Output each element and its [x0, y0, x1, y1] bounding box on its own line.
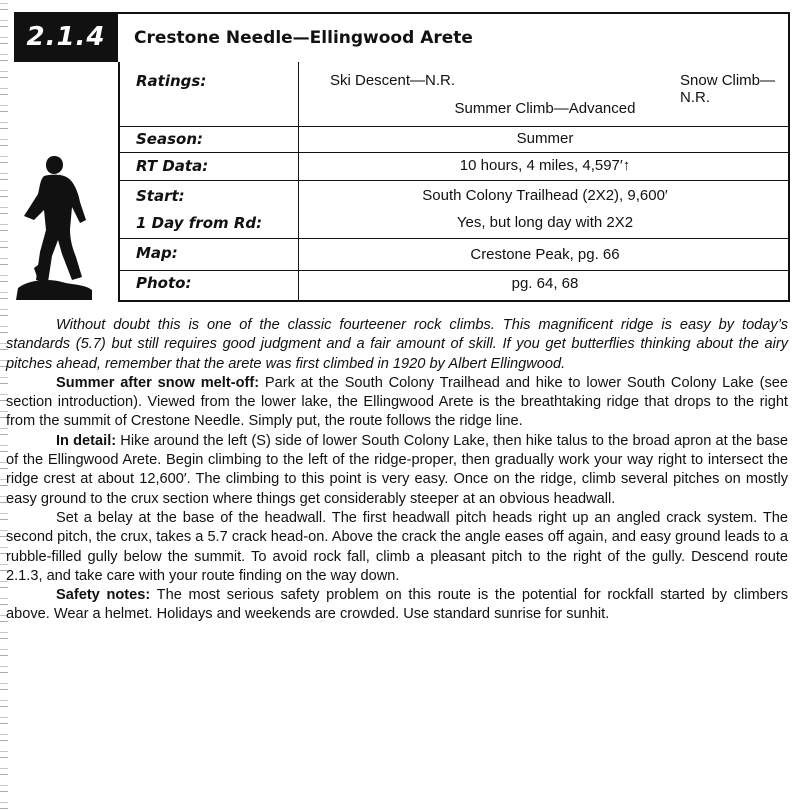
ski-descent-rating: Ski Descent—N.R.	[330, 72, 456, 89]
summer-climb-rating: Summer Climb—Advanced	[454, 100, 636, 117]
row-rule	[120, 238, 788, 239]
route-description	[6, 316, 788, 625]
row-rule	[120, 126, 788, 127]
row-rule	[120, 180, 788, 181]
route-number: 2.1.4	[14, 12, 118, 62]
ratings-label: Ratings:	[136, 72, 207, 90]
row-rule	[120, 270, 788, 271]
intro-paragraph	[6, 316, 788, 374]
photo-value: pg. 64, 68	[511, 275, 579, 292]
season-row	[120, 128, 788, 152]
photo-row	[120, 272, 788, 300]
safety-heading: Safety notes:	[56, 587, 151, 604]
rt-data-value: 10 hours, 4 miles, 4,597′↑	[459, 157, 631, 174]
ratings-values	[300, 62, 790, 126]
route-title-text: Crestone Needle—Ellingwood Arete	[134, 28, 473, 48]
one-day-value: Yes, but long day with 2X2	[456, 214, 634, 231]
season-value: Summer	[516, 130, 574, 147]
summer-heading: Summer after snow melt-off:	[56, 374, 260, 391]
map-label: Map:	[136, 244, 178, 262]
safety-paragraph	[6, 586, 788, 625]
map-value: Crestone Peak, pg. 66	[470, 246, 620, 263]
summer-text: Park at the South Colony Trailhead and hike to lower South Colony Lake (see section introduction). Viewed from the lower lake, the Ellingwood Arete is the breathtaking ridge that drops to the right from the summit of Crestone Needle. Simply put, the route follows the ridge line.	[6, 374, 788, 430]
belay-paragraph	[6, 509, 788, 586]
rt-data-row	[120, 154, 788, 180]
map-row	[120, 240, 788, 270]
one-day-row	[120, 210, 788, 238]
detail-heading: In detail:	[56, 432, 117, 449]
ratings-row	[120, 62, 788, 126]
photo-label: Photo:	[136, 274, 192, 292]
snow-climb-rating: Snow Climb—N.R.	[680, 72, 776, 106]
row-rule	[120, 152, 788, 153]
belay-text: Set a belay at the base of the headwall. The first headwall pitch heads right up an angled crack system. The second pitch, the crux, takes a 5.7 crack head-on. Above the crack the angle eases off again, and easy ground leads to a rubble-filled gully below the summit. To avoid rock fall, climb a pleasant pitch to the right of the gully. Descend route 2.1.3, and take care with your route finding on the way down.	[6, 509, 788, 584]
safety-text: The most serious safety problem on this route is the potential for rockfall started by climbers above. Wear a helmet. Holidays and weekends are crowded. Use standard sunrise for sunhit.	[6, 587, 788, 623]
route-title	[118, 12, 790, 62]
intro-text: Without doubt this is one of the classic fourteener rock climbs. This magnificent ridge is easy by today’s standards (5.7) but still requires good judgment and a fair amount of skill. If you get butterflies thinking about the airy pitches ahead, remember that the arete was first climbed in 1920 by Albert Ellingwood.	[6, 317, 788, 372]
rt-data-label: RT Data:	[136, 157, 209, 175]
detail-text: Hike around the left (S) side of lower South Colony Lake, then hike talus to the broad apron at the base of the Ellingwood Arete. Begin climbing to the left of the ridge-proper, then gradually work your way right to intersect the ridge crest at about 12,600′. The climbing to this point is very easy. Once on the ridge, climb several pitches on mostly easy ground to the crux section where things get considerably steeper at an obvious headwall.	[6, 432, 788, 507]
detail-paragraph	[6, 432, 788, 509]
route-info-table	[118, 62, 790, 302]
season-label: Season:	[136, 130, 204, 148]
start-label: Start:	[136, 187, 185, 205]
climber-illustration	[14, 150, 94, 300]
start-value: South Colony Trailhead (2X2), 9,600′	[422, 187, 668, 204]
one-day-label: 1 Day from Rd:	[136, 214, 263, 232]
summer-paragraph	[6, 374, 788, 432]
start-row	[120, 182, 788, 210]
